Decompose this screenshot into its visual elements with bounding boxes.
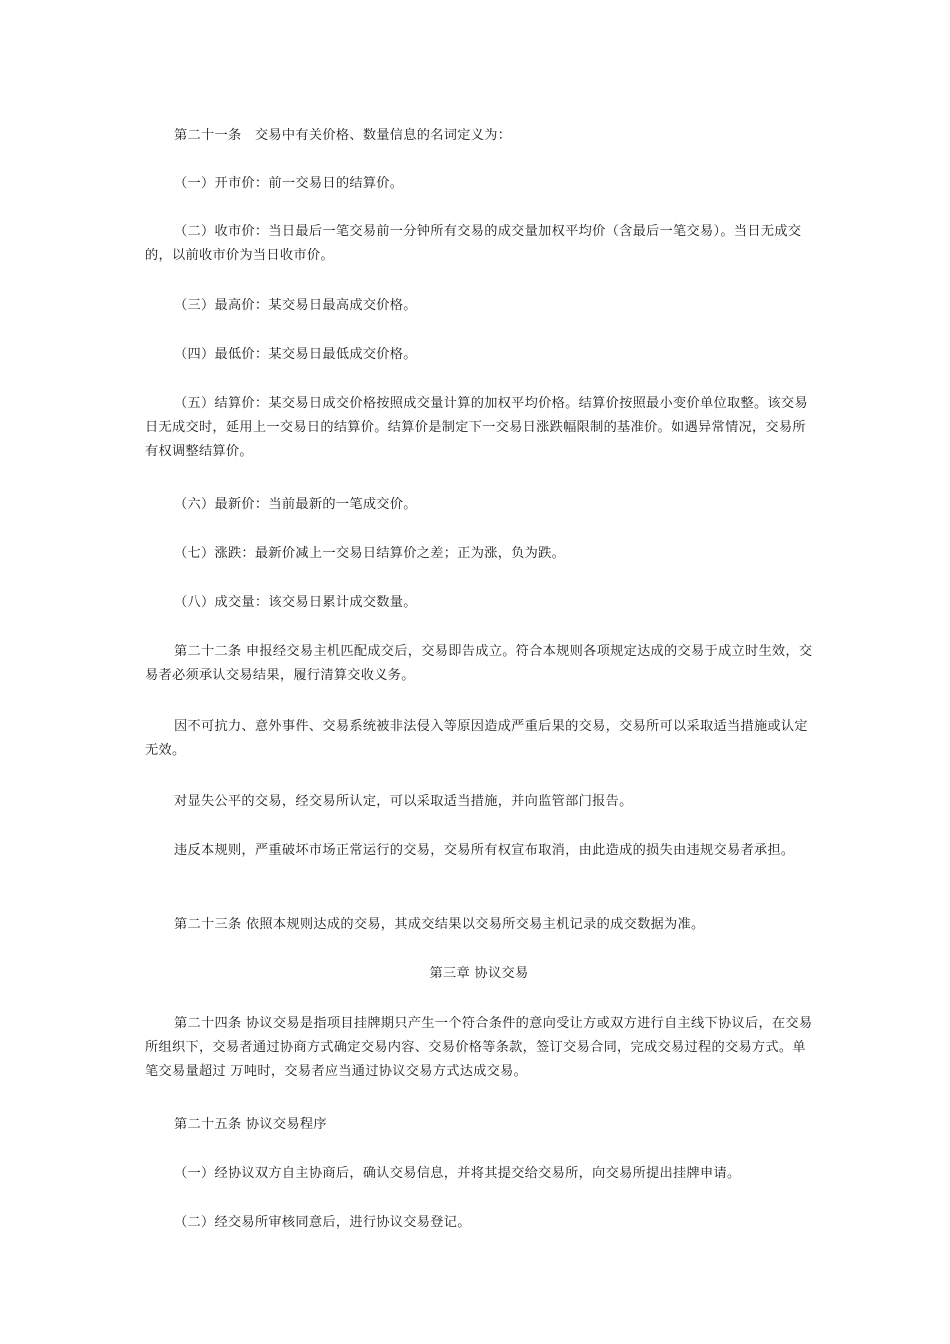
definition-change: （七）涨跌：最新价减上一交易日结算价之差；正为涨，负为跌。 <box>174 546 566 561</box>
definition-settlement-price: （五）结算价：某交易日成交价格按照成交量计算的加权平均价格。结算价按照最小变价单位取整。该交易日无成交时，延用上一交易日的结算价。结算价是制定下一交易日涨跌幅限制的基准价。如遇异常情况，交易所有权调整结算价。 <box>145 396 808 459</box>
article-25-title: 第二十五条 协议交易程序 <box>174 1117 327 1132</box>
definition-volume: （八）成交量：该交易日累计成交数量。 <box>174 595 417 610</box>
article-22: 第二十二条 申报经交易主机匹配成交后，交易即告成立。符合本规则各项规定达成的交易于成立时生效，交易者必须承认交易结果，履行清算交收义务。 <box>145 644 813 683</box>
chapter-3-heading: 第三章 协议交易 <box>429 966 529 981</box>
definition-opening-price: （一）开市价：前一交易日的结算价。 <box>174 176 404 191</box>
definition-latest-price: （六）最新价：当前最新的一笔成交价。 <box>174 497 417 512</box>
procedure-step-2: （二）经交易所审核同意后，进行协议交易登记。 <box>174 1215 471 1230</box>
article-22-force-majeure: 因不可抗力、意外事件、交易系统被非法侵入等原因造成严重后果的交易，交易所可以采取适当措施或认定无效。 <box>145 719 808 758</box>
article-23: 第二十三条 依照本规则达成的交易，其成交结果以交易所交易主机记录的成交数据为准。 <box>174 917 705 932</box>
article-24: 第二十四条 协议交易是指项目挂牌期只产生一个符合条件的意向受让方或双方进行自主线下协议后，在交易所组织下，交易者通过协商方式确定交易内容、交易价格等条款，签订交易合同，完成交易过程的交易方式。单笔交易量超过 万吨时，交易者应当通过协议交易方式达成交易。 <box>145 1016 813 1079</box>
article-22-violation: 违反本规则，严重破坏市场正常运行的交易，交易所有权宣布取消，由此造成的损失由违规交易者承担。 <box>174 843 795 858</box>
procedure-step-1: （一）经协议双方自主协商后，确认交易信息，并将其提交给交易所，向交易所提出挂牌申请。 <box>174 1166 741 1181</box>
article-21-title: 第二十一条 交易中有关价格、数量信息的名词定义为： <box>174 128 512 143</box>
article-22-unfair-trade: 对显失公平的交易，经交易所认定，可以采取适当措施，并向监管部门报告。 <box>174 794 633 809</box>
definition-closing-price: （二）收市价：当日最后一笔交易前一分钟所有交易的成交量加权平均价（含最后一笔交易）。当日无成交的，以前收市价为当日收市价。 <box>145 224 802 263</box>
definition-lowest-price: （四）最低价：某交易日最低成交价格。 <box>174 347 417 362</box>
definition-highest-price: （三）最高价：某交易日最高成交价格。 <box>174 298 417 313</box>
